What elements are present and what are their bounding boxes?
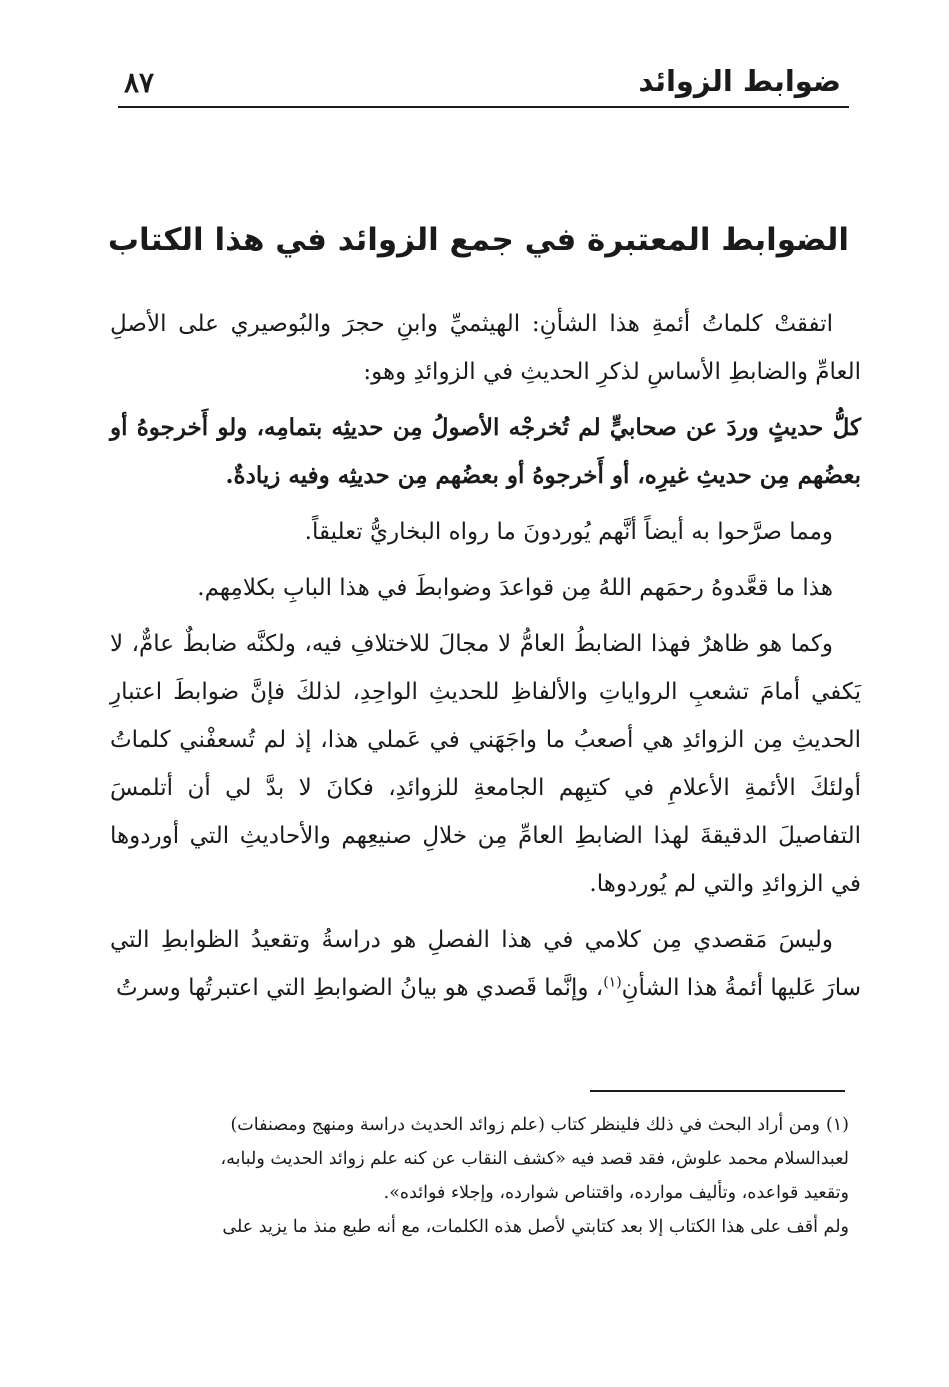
paragraph-6-text-start: وليسَ مَقصدي مِن كلامي في هذا الفصلِ هو دراسةُ وتقعيدُ الظوابطِ التي سارَ عَليها أئمةُ هذا الشأنِ [110, 927, 861, 1001]
running-header-title: ضوابط الزوائد [638, 64, 841, 98]
paragraph-rule-definition: كلُّ حديثٍ وردَ عن صحابيٍّ لم تُخرجْه الأصولُ مِن حديثِه بتمامِه، ولو أَخرجوهُ أو بعضُهم مِن حديثِ غيرِه، أو أَخرجوهُ أو بعضُهم مِن حديثِه وفيه زيادةٌ. [110, 414, 861, 489]
paragraph-4: هذا ما قعَّدوهُ رحمَهم اللهُ مِن قواعدَ وضوابطَ في هذا البابِ بكلامِهم. [197, 575, 833, 601]
paragraph-5: وكما هو ظاهرٌ فهذا الضابطُ العامُّ لا مجالَ للاختلافِ فيه، ولكنَّه ضابطٌ عامٌّ، لا يَكفي أمامَ تشعبِ الرواياتِ والألفاظِ للحديثِ الواحِدِ، لذلكَ فإنَّ ضوابطَ اعتبارِ الحديثِ مِن الزوائدِ هي أصعبُ ما واجَهَني في عَملي هذا، إذ لم تُسعفْني كلماتُ أولئكَ الأئمةِ الأعلامِ في كتبِهم الجامعةِ للزوائدِ، فكانَ لا بدَّ لي أن أتلمسَ التفاصيلَ الدقيقةَ لهذا الضابطِ العامِّ مِن خلالِ صنيعِهم والأحاديثِ التي أوردوها في الزوائدِ والتي لم يُوردوها. [110, 631, 861, 897]
paragraph-1: اتفقتْ كلماتُ أئمةِ هذا الشأنِ: الهيثميِّ وابنِ حجرَ والبُوصيري على الأصلِ العامِّ والضابطِ الأساسِ لذكرِ الحديثِ في الزوائدِ وهو: [110, 311, 861, 385]
footnote-line-4: ولم أقف على هذا الكتاب إلا بعد كتابتي لأصل هذه الكلمات، مع أنه طبع منذ ما يزيد على [222, 1217, 849, 1237]
footnote-line-3: وتقعيد قواعده، وتأليف موارده، واقتناص شوارده، وإجلاء فوائده». [383, 1183, 849, 1203]
footnote-line-1-text: ومن أراد البحث في ذلك فلينظر كتاب (علم زوائد الحديث دراسة ومنهج ومصنفات) [230, 1115, 820, 1135]
header-divider [118, 106, 849, 108]
footnotes [100, 1108, 849, 1244]
running-header [118, 52, 849, 108]
paragraph-3: ومما صرَّحوا به أيضاً أنَّهم يُوردونَ ما رواه البخاريُّ تعليقاً. [304, 519, 833, 545]
paragraph-6-text-end: ، وإنَّما قَصدي هو بيانُ الضوابطِ التي اعتبرتُها وسرتُ [116, 975, 604, 1001]
footnote-divider [590, 1090, 845, 1092]
footnote-line-1 [100, 1108, 849, 1142]
body-text [110, 300, 861, 1020]
section-title: الضوابط المعتبرة في جمع الزوائد في هذا الكتاب [107, 222, 849, 258]
paragraph-6 [110, 916, 861, 1012]
footnote-line-2: لعبدالسلام محمد علوش، فقد قصد فيه «كشف النقاب عن كنه علم زوائد الحديث ولبابه، [220, 1149, 849, 1169]
footnote-number: (١) [825, 1115, 849, 1135]
footnote-reference: (١) [603, 974, 622, 991]
page-number: ٨٧ [124, 66, 155, 99]
